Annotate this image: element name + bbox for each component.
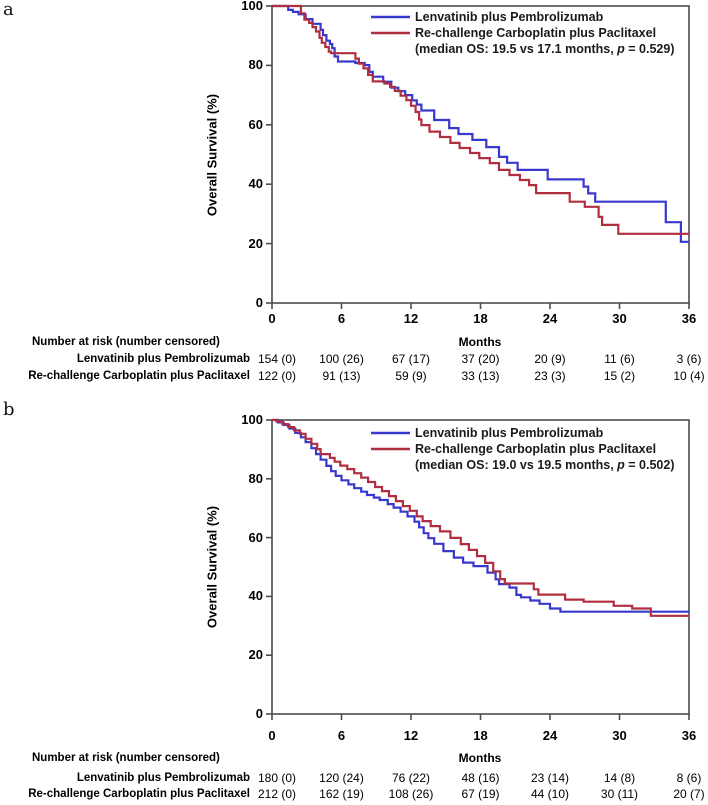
p-symbol: p (617, 42, 625, 56)
panel-b-letter: b (3, 399, 15, 420)
x-tick-label-a: 6 (337, 311, 346, 326)
risk-row-label-lenvatinib-a: Lenvatinib plus Pembrolizumab (76, 353, 250, 365)
legend-b-item-lenvatinib: Lenvatinib plus Pembrolizumab (415, 426, 604, 440)
risk-count-cell-b: 212 (0) (257, 787, 297, 801)
risk-count-cell-a: 67 (17) (391, 352, 431, 366)
risk-count-cell-a: 33 (13) (461, 369, 500, 383)
risk-count-cell-a: 10 (4) (673, 369, 705, 383)
y-tick-label-b: 20 (248, 647, 263, 663)
p-value-text: = 0.529) (624, 42, 675, 56)
x-tick-label-b: 12 (403, 728, 419, 743)
x-tick-label-a: 18 (473, 311, 488, 326)
x-tick-label-b: 18 (473, 728, 488, 743)
y-tick-label-b: 60 (248, 529, 263, 545)
risk-count-cell-a: 23 (3) (534, 369, 566, 383)
risk-count-cell-a: 37 (20) (461, 352, 500, 366)
y-tick-label-a: 20 (248, 235, 263, 251)
risk-count-cell-b: 67 (19) (461, 787, 500, 801)
risk-row-label-rechallenge-a: Re-challenge Carboplatin plus Paclitaxel (28, 370, 250, 382)
risk-count-cell-b: 20 (7) (673, 787, 705, 801)
risk-count-cell-b: 108 (26) (388, 787, 434, 801)
risk-count-cell-a: 59 (9) (395, 369, 427, 383)
legend-a-item-lenvatinib: Lenvatinib plus Pembrolizumab (415, 10, 604, 24)
y-tick-label-b: 40 (248, 588, 263, 604)
risk-count-cell-b: 8 (6) (676, 771, 702, 785)
y-tick-label-a: 0 (255, 295, 263, 310)
risk-count-cell-b: 23 (14) (530, 771, 570, 785)
x-tick-label-a: 36 (681, 311, 697, 326)
y-tick-label-b: 0 (255, 706, 263, 721)
x-axis-title-a: Months (458, 335, 502, 349)
x-tick-label-a: 24 (542, 311, 558, 326)
risk-count-cell-b: 44 (10) (530, 787, 570, 801)
legend-a (415, 9, 675, 57)
y-axis-title-a: Overall Survival (%) (204, 93, 220, 217)
x-tick-label-a: 30 (612, 311, 627, 326)
p-symbol: p (617, 458, 625, 472)
y-tick-label-a: 40 (248, 176, 263, 192)
risk-table-a-header: Number at risk (number censored) (32, 336, 220, 348)
risk-count-cell-a: 20 (9) (534, 352, 566, 366)
y-tick-label-b: 80 (248, 470, 263, 486)
x-tick-label-b: 30 (612, 728, 627, 743)
risk-count-cell-a: 11 (6) (604, 352, 635, 366)
legend-b-item-rechallenge: Re-challenge Carboplatin plus Paclitaxel (415, 442, 657, 456)
risk-count-cell-b: 180 (0) (257, 771, 297, 785)
x-tick-label-b: 24 (542, 728, 558, 743)
y-tick-label-a: 100 (241, 0, 263, 13)
x-tick-label-a: 0 (268, 311, 276, 326)
risk-table-b-header: Number at risk (number censored) (32, 752, 220, 764)
risk-count-cell-b: 120 (24) (319, 771, 364, 785)
risk-count-cell-a: 15 (2) (603, 369, 636, 383)
risk-count-cell-b: 14 (8) (603, 771, 636, 785)
y-tick-label-b: 100 (241, 412, 263, 427)
legend-b (415, 425, 675, 473)
risk-row-label-rechallenge-b: Re-challenge Carboplatin plus Paclitaxel (28, 788, 250, 800)
x-tick-label-b: 0 (268, 728, 276, 743)
legend-a-median-os (415, 41, 675, 57)
x-tick-label-b: 6 (337, 728, 346, 743)
x-axis-title-b: Months (458, 751, 502, 765)
legend-a-item-rechallenge: Re-challenge Carboplatin plus Paclitaxel (415, 26, 657, 40)
y-tick-label-a: 80 (248, 57, 263, 73)
risk-count-cell-a: 100 (26) (319, 352, 364, 366)
risk-count-cell-b: 48 (16) (461, 771, 500, 785)
p-value-text: = 0.502) (624, 458, 675, 472)
risk-count-cell-a: 91 (13) (322, 369, 361, 383)
x-tick-label-a: 12 (403, 311, 419, 326)
y-axis-title-b: Overall Survival (%) (204, 505, 220, 629)
panel-a-letter: a (3, 0, 14, 20)
risk-count-cell-a: 3 (6) (676, 352, 702, 366)
median-os-text: (median OS: 19.5 vs 17.1 months, (415, 42, 618, 56)
risk-count-cell-b: 162 (19) (319, 787, 364, 801)
risk-count-cell-b: 30 (11) (600, 787, 639, 801)
legend-b-median-os (415, 457, 675, 473)
risk-count-cell-a: 154 (0) (257, 352, 297, 366)
median-os-text: (median OS: 19.0 vs 19.5 months, (415, 458, 618, 472)
risk-count-cell-b: 76 (22) (391, 771, 431, 785)
y-tick-label-a: 60 (248, 116, 263, 132)
risk-count-cell-a: 122 (0) (257, 369, 297, 383)
x-tick-label-b: 36 (681, 728, 697, 743)
risk-row-label-lenvatinib-b: Lenvatinib plus Pembrolizumab (76, 772, 250, 784)
